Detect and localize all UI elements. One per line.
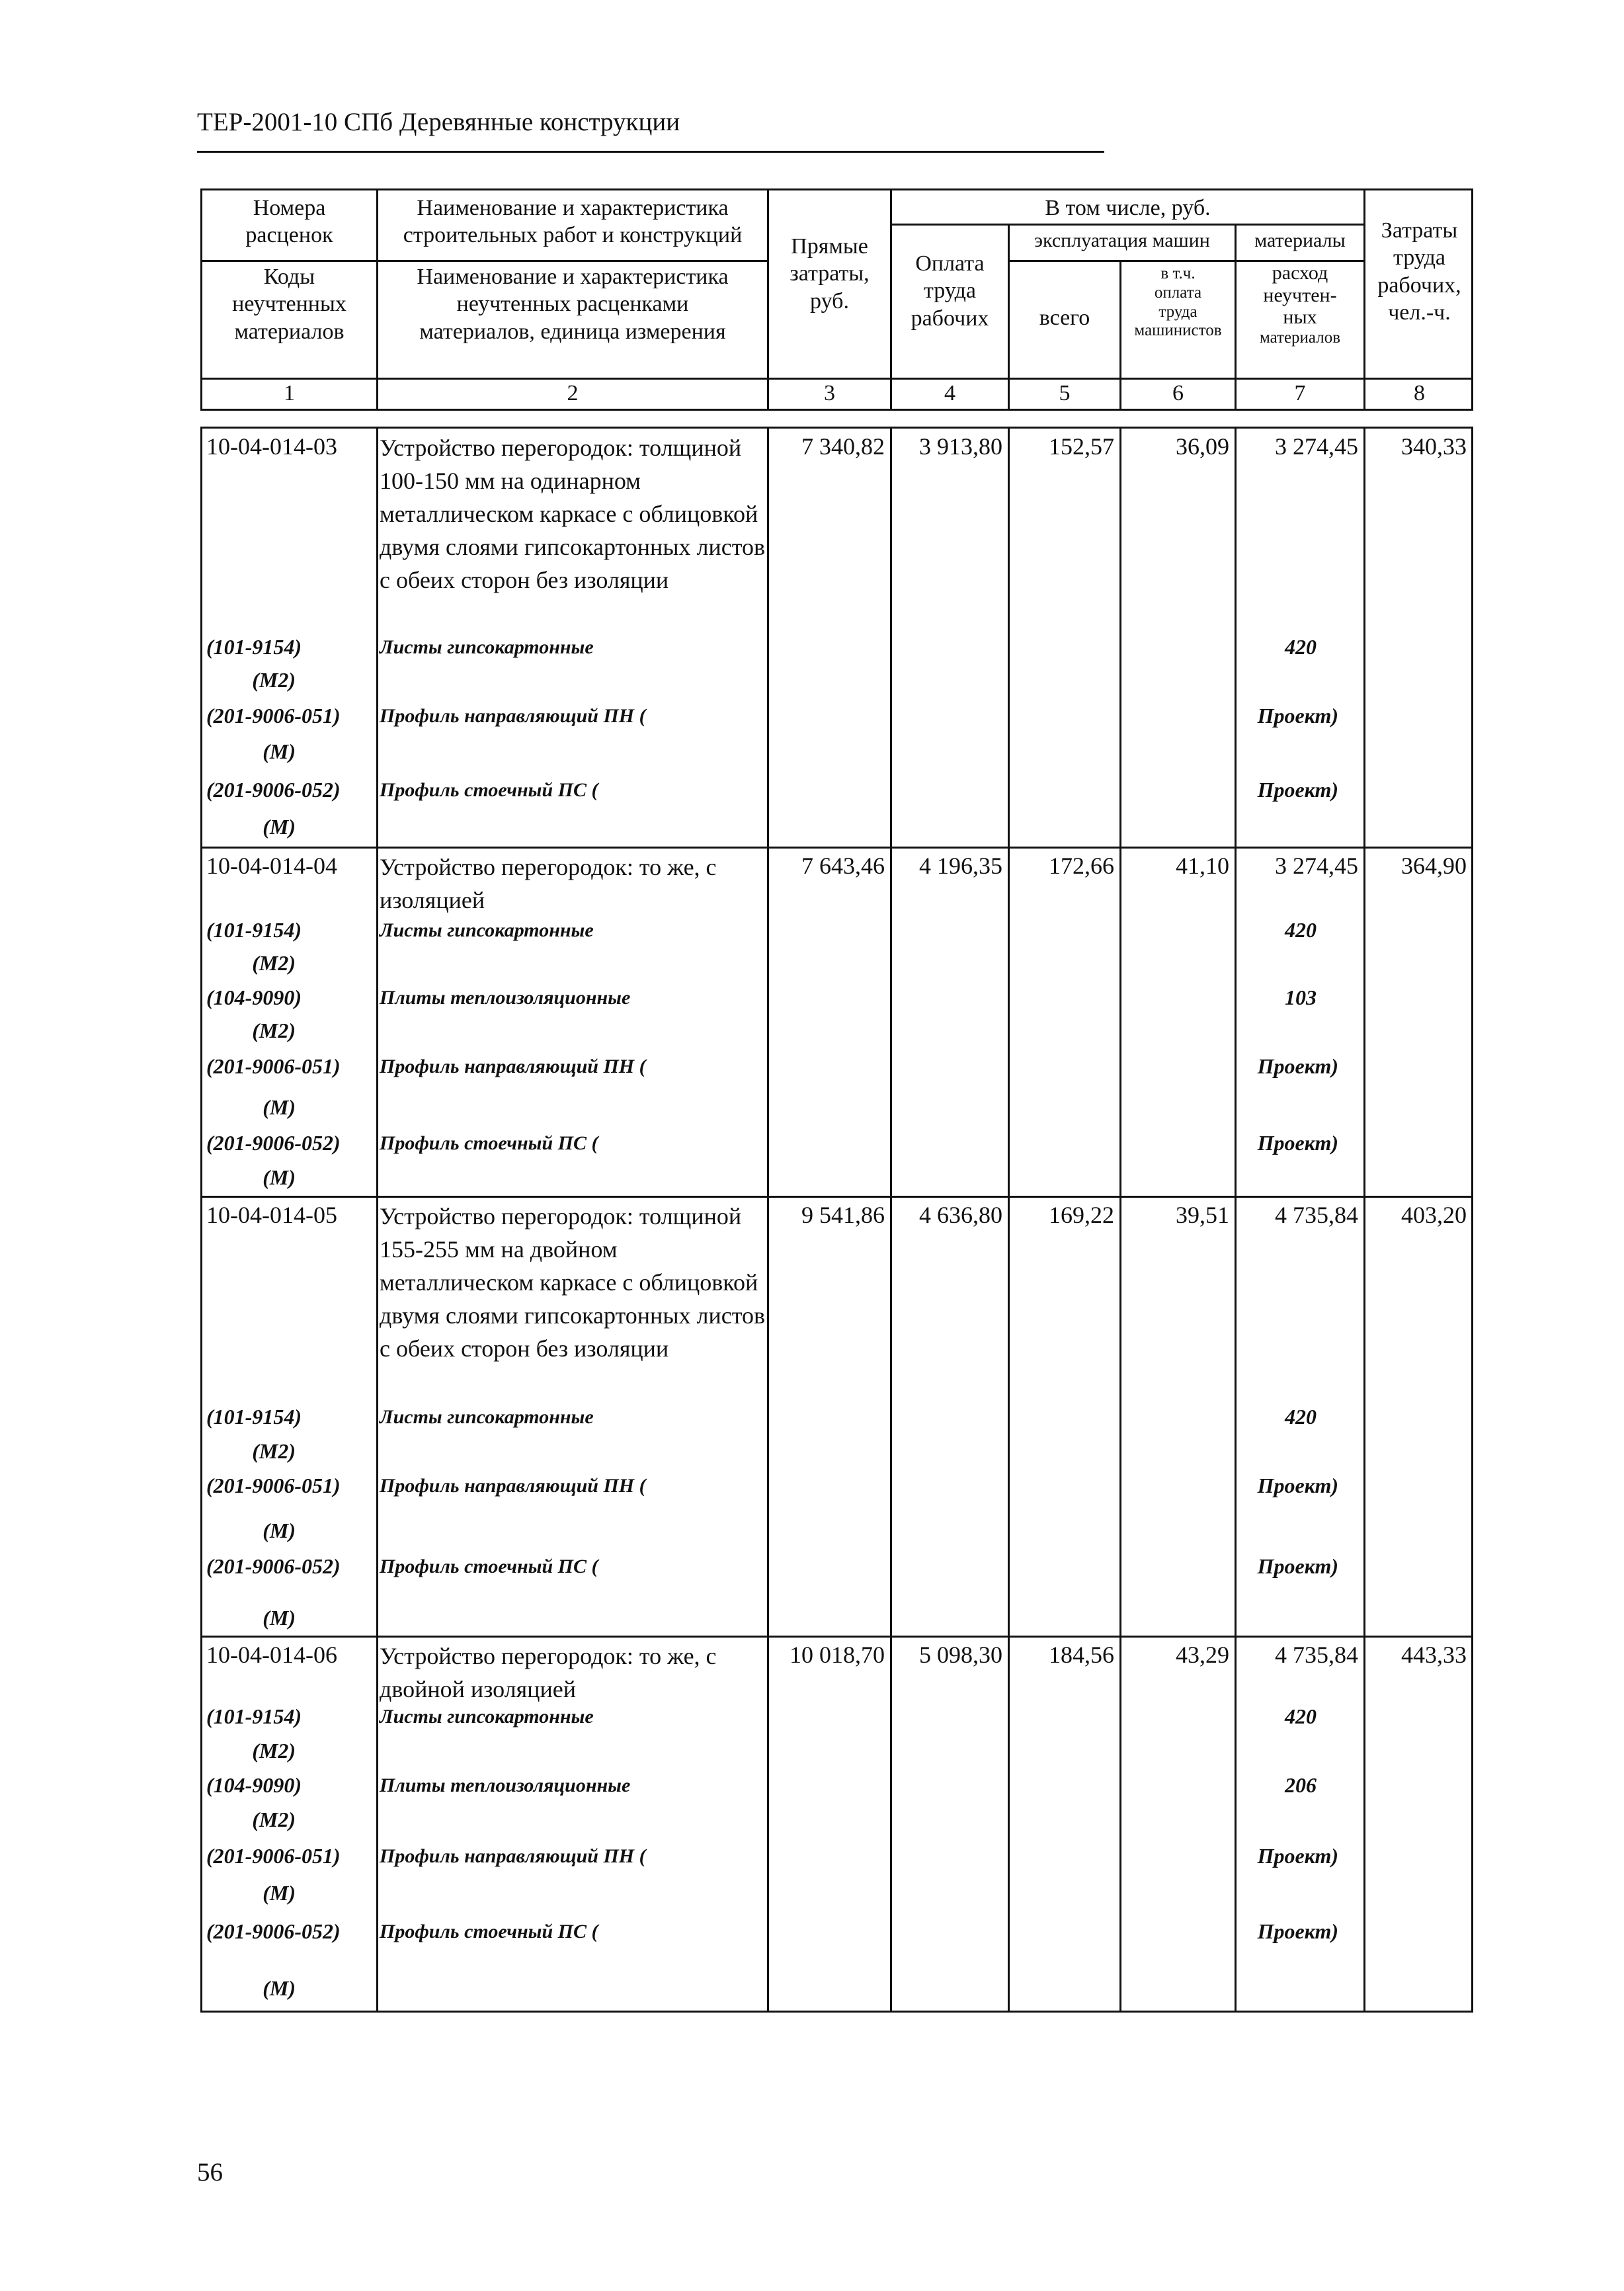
material-name: Листы гипсокартонные (380, 1406, 594, 1428)
material-code: (101-9154) (206, 635, 302, 659)
header-col8-line: чел.-ч. (1388, 300, 1451, 325)
material-unit: (М) (263, 1165, 296, 1189)
machinist-pay: 36,09 (1176, 433, 1229, 460)
material-code: (201-9006-052) (206, 1919, 341, 1943)
header-machines-group: эксплуатация машин (1034, 229, 1210, 251)
labor-pay: 4 636,80 (919, 1202, 1002, 1228)
material-name: Профиль стоечный ПС ( (380, 1556, 598, 1577)
material-name: Листы гипсокартонные (380, 1706, 594, 1728)
row-description: Устройство перегородок: то же, с изоляцией (380, 854, 717, 913)
header-col3-line: руб. (810, 288, 849, 313)
row-code: 10-04-014-06 (206, 1642, 337, 1668)
material-unit: (М) (263, 1881, 296, 1905)
header-col2-line: материалов, единица измерения (419, 319, 726, 344)
machines-total: 184,56 (1049, 1642, 1114, 1668)
header-col1-line: неучтенных (232, 292, 346, 317)
material-value: Проект) (1257, 778, 1338, 802)
material-code: (201-9006-051) (206, 1844, 341, 1868)
column-number: 8 (1414, 381, 1425, 405)
header-divider (890, 224, 1363, 226)
header-col1-line: Коды (263, 265, 315, 289)
header-group: В том числе, руб. (1045, 196, 1211, 220)
material-name: Профиль направляющий ПН ( (380, 1845, 646, 1867)
material-code: (101-9154) (206, 1704, 302, 1728)
material-value: Проект) (1257, 704, 1338, 728)
material-value: 420 (1285, 635, 1317, 659)
header-col6-line: машинистов (1134, 321, 1222, 340)
column-number: 2 (567, 381, 579, 405)
header-col1-line: расценок (245, 223, 333, 248)
row-description: Устройство перегородок: толщиной 100-150 мм на одинарном металлическом каркасе с облицовкой двумя слоями гипсокартонных листов с обеих сторон без изоляции (380, 435, 765, 593)
material-value: Проект) (1257, 1844, 1338, 1868)
header-col5: всего (1039, 306, 1090, 330)
material-code: (201-9006-052) (206, 1131, 341, 1155)
header-col8-line: Затраты (1381, 218, 1458, 243)
column-number: 6 (1172, 381, 1184, 405)
row-divider (202, 847, 1471, 849)
column-divider (1119, 429, 1121, 2011)
material-code: (101-9154) (206, 918, 302, 942)
row-divider (202, 1196, 1471, 1198)
material-unit: (М) (263, 1606, 296, 1630)
material-unit: (М2) (252, 1019, 296, 1042)
header-col3-line: затраты, (790, 261, 870, 286)
material-value: Проект) (1257, 1554, 1338, 1578)
materials-cost: 4 735,84 (1275, 1202, 1358, 1228)
header-col7-line: расход (1272, 262, 1328, 284)
material-code: (201-9006-051) (206, 704, 341, 728)
header-col1-line: Номера (253, 196, 326, 220)
machinist-pay: 41,10 (1176, 853, 1229, 879)
material-code: (201-9006-052) (206, 778, 341, 802)
material-name: Профиль направляющий ПН ( (380, 705, 646, 727)
material-name: Профиль стоечный ПС ( (380, 779, 598, 801)
labor-hours: 403,20 (1401, 1202, 1467, 1228)
material-unit: (М2) (252, 951, 296, 975)
labor-pay: 3 913,80 (919, 433, 1002, 460)
labor-pay: 4 196,35 (919, 853, 1002, 879)
labor-hours: 443,33 (1401, 1642, 1467, 1668)
column-number: 1 (284, 381, 295, 405)
materials-cost: 4 735,84 (1275, 1642, 1358, 1668)
header-col4-line: труда (923, 278, 977, 304)
direct-costs: 7 643,46 (801, 853, 885, 879)
material-unit: (М) (263, 1095, 296, 1119)
material-unit: (М) (263, 815, 296, 839)
machinist-pay: 43,29 (1176, 1642, 1229, 1668)
header-materials-group: материалы (1254, 229, 1346, 251)
material-value: 103 (1285, 985, 1317, 1009)
material-value: 420 (1285, 918, 1317, 942)
column-divider (1235, 429, 1237, 2011)
material-name: Плиты теплоизоляционные (380, 987, 631, 1009)
row-code: 10-04-014-04 (206, 853, 337, 879)
header-col6-line: в т.ч. (1160, 265, 1196, 282)
header-col4-line: Оплата (915, 251, 985, 276)
header-col7-line: ных (1283, 306, 1317, 329)
header-col1-line: материалов (234, 319, 345, 344)
machinist-pay: 39,51 (1176, 1202, 1229, 1228)
header-col6-line: оплата (1154, 283, 1202, 302)
column-number: 3 (824, 381, 835, 405)
header-col3-line: Прямые (791, 234, 868, 259)
column-divider (1363, 429, 1365, 2011)
material-name: Листы гипсокартонные (380, 636, 594, 658)
material-code: (201-9006-052) (206, 1554, 341, 1578)
material-value: Проект) (1257, 1131, 1338, 1155)
header-col8-line: труда (1393, 245, 1446, 271)
labor-hours: 364,90 (1401, 853, 1467, 879)
header-col2-line: Наименование и характеристика (417, 265, 729, 289)
material-unit: (М) (263, 1976, 296, 2000)
material-name: Плиты теплоизоляционные (380, 1774, 631, 1796)
page-header: ТЕР-2001-10 СПб Деревянные конструкции (197, 108, 680, 136)
header-col2-line: неучтенных расценками (456, 292, 689, 317)
material-value: Проект) (1257, 1919, 1338, 1943)
direct-costs: 9 541,86 (801, 1202, 885, 1228)
header-rule (197, 151, 1104, 153)
material-code: (201-9006-051) (206, 1474, 341, 1497)
machines-total: 169,22 (1049, 1202, 1114, 1228)
material-unit: (М2) (252, 1808, 296, 1831)
header-col6-line: труда (1158, 302, 1198, 321)
materials-cost: 3 274,45 (1275, 433, 1358, 460)
column-divider (1008, 429, 1010, 2011)
row-code: 10-04-014-05 (206, 1202, 337, 1228)
material-unit: (М2) (252, 668, 296, 692)
header-col2-line: строительных работ и конструкций (403, 223, 743, 248)
row-description: Устройство перегородок: то же, с двойной изоляцией (380, 1643, 717, 1702)
column-divider (890, 429, 892, 2011)
material-name: Листы гипсокартонные (380, 919, 594, 941)
material-value: 420 (1285, 1704, 1317, 1728)
material-code: (104-9090) (206, 985, 302, 1009)
column-number: 7 (1294, 381, 1306, 405)
column-number: 5 (1059, 381, 1071, 405)
header-col4-line: рабочих (911, 306, 989, 331)
material-unit: (М) (263, 1519, 296, 1542)
table-body (200, 427, 1473, 2013)
header-col7-line: материалов (1259, 328, 1341, 347)
machines-total: 152,57 (1049, 433, 1114, 460)
material-value: 420 (1285, 1405, 1317, 1429)
machines-total: 172,66 (1049, 853, 1114, 879)
material-value: Проект) (1257, 1054, 1338, 1078)
material-name: Профиль направляющий ПН ( (380, 1475, 646, 1497)
material-name: Профиль направляющий ПН ( (380, 1056, 646, 1077)
material-value: Проект) (1257, 1474, 1338, 1497)
labor-hours: 340,33 (1401, 433, 1467, 460)
materials-cost: 3 274,45 (1275, 853, 1358, 879)
row-description: Устройство перегородок: толщиной 155-255 мм на двойном металлическом каркасе с облицовкой двумя слоями гипсокартонных листов с обеих сторон без изоляции (380, 1203, 765, 1362)
material-unit: (М2) (252, 1439, 296, 1463)
material-unit: (М2) (252, 1739, 296, 1763)
column-number: 4 (944, 381, 955, 405)
direct-costs: 10 018,70 (790, 1642, 885, 1668)
column-divider (376, 429, 378, 2011)
header-col2-line: Наименование и характеристика (417, 196, 729, 220)
table-header (200, 188, 1473, 411)
material-code: (101-9154) (206, 1405, 302, 1429)
material-name: Профиль стоечный ПС ( (380, 1921, 598, 1942)
material-code: (104-9090) (206, 1773, 302, 1797)
direct-costs: 7 340,82 (801, 433, 885, 460)
row-divider (202, 1636, 1471, 1638)
material-name: Профиль стоечный ПС ( (380, 1132, 598, 1154)
header-col7-line: неучтен- (1263, 284, 1337, 306)
header-col8-line: рабочих, (1377, 272, 1461, 298)
material-value: 206 (1285, 1773, 1317, 1797)
header-divider (202, 260, 767, 262)
row-code: 10-04-014-03 (206, 433, 337, 460)
page-number: 56 (197, 2158, 223, 2187)
material-code: (201-9006-051) (206, 1054, 341, 1078)
material-unit: (М) (263, 739, 296, 763)
labor-pay: 5 098,30 (919, 1642, 1002, 1668)
